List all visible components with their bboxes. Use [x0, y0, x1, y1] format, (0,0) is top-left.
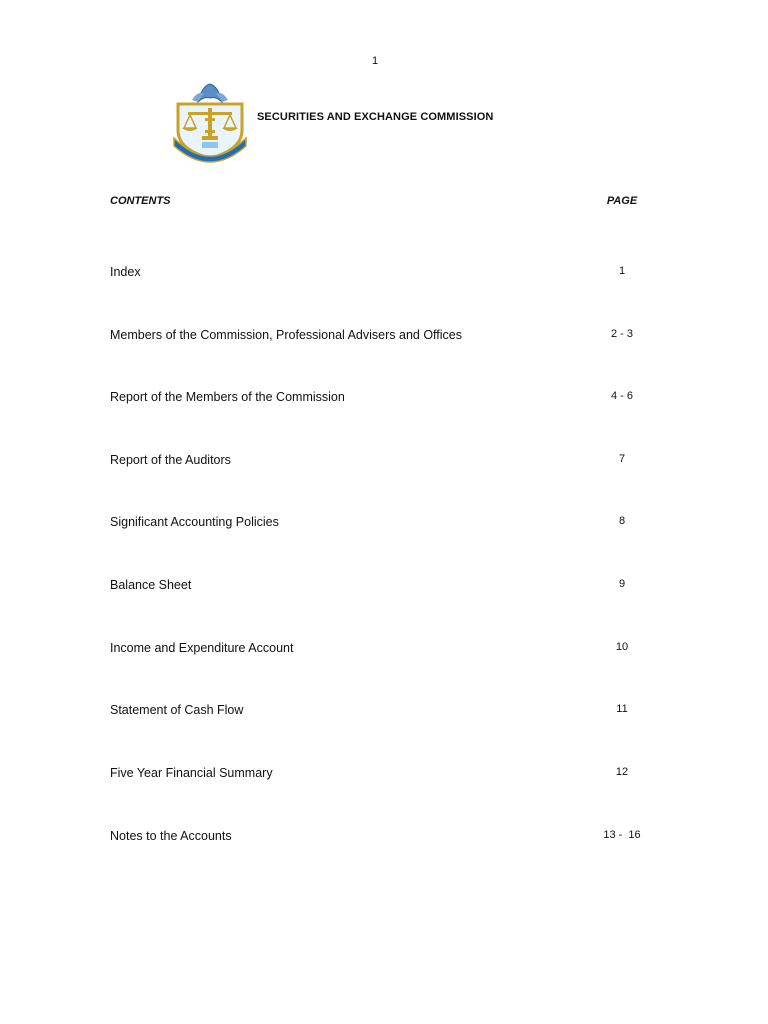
toc-title: Members of the Commission, Professional Advisers and Offices — [110, 328, 462, 342]
toc-page: 7 — [618, 453, 626, 465]
sec-logo — [168, 78, 252, 168]
toc-row — [110, 703, 654, 719]
toc-title: Significant Accounting Policies — [110, 515, 279, 529]
toc-row — [110, 390, 654, 406]
toc-title: Notes to the Accounts — [110, 829, 232, 843]
toc-row — [110, 766, 654, 782]
toc-row — [110, 578, 654, 594]
toc-title: Report of the Members of the Commission — [110, 390, 345, 404]
page-column-heading: PAGE — [606, 195, 638, 207]
toc-page: 2 - 3 — [610, 328, 633, 340]
toc-title: Balance Sheet — [110, 578, 192, 592]
toc-page: 4 - 6 — [610, 390, 633, 402]
toc-page: 9 — [618, 578, 626, 590]
organization-name: SECURITIES AND EXCHANGE COMMISSION — [257, 111, 494, 123]
toc-title: Income and Expenditure Account — [110, 641, 294, 655]
toc-title: Index — [110, 265, 141, 279]
toc-row — [110, 265, 654, 281]
toc-page: 12 — [615, 766, 629, 778]
toc-page: 11 — [616, 703, 628, 715]
toc-page: 1 — [618, 265, 626, 277]
contents-heading: CONTENTS — [110, 195, 171, 207]
toc-page: 8 — [618, 515, 626, 527]
page-number: 1 — [371, 55, 379, 67]
toc-row — [110, 641, 654, 657]
toc-row — [110, 328, 654, 344]
toc-row — [110, 515, 654, 531]
toc-title: Statement of Cash Flow — [110, 703, 244, 717]
toc-row — [110, 829, 654, 845]
toc-page: 10 — [615, 641, 629, 653]
toc-row — [110, 453, 654, 469]
toc-title: Five Year Financial Summary — [110, 766, 273, 780]
toc-page: 13 - 16 — [603, 829, 641, 841]
toc-title: Report of the Auditors — [110, 453, 231, 467]
